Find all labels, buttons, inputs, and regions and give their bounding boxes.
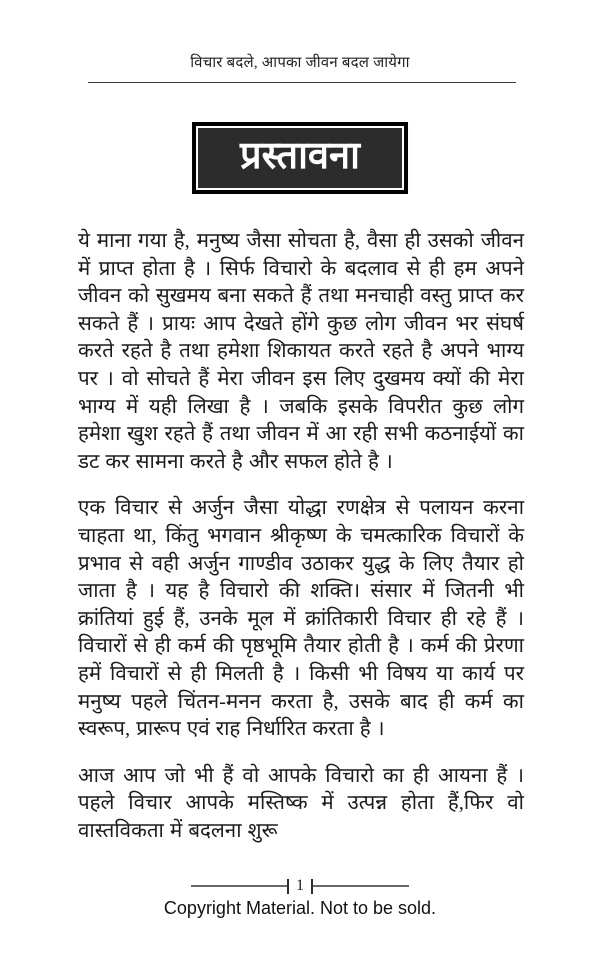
chapter-title-frame [196,126,404,190]
paragraph-2: एक विचार से अर्जुन जैसा योद्धा रणक्षेत्र से पलायन करना चाहता था, किंतु भगवान श्रीकृष्ण के चमत्कारिक विचारों के प्रभाव से वही अर्जुन गाण्डीव उठाकर युद्ध के लिए तैयार हो जाता है । यह है विचारो की शक्ति। संसार में जितनी भी क्रांतियां हुई हैं, उनके मूल में क्रांतिकारी विचार ही रहे हैं । विचारों से ही कर्म की पृष्ठभूमि तैयार होती है । कर्म की प्रेरणा हमें विचारों से ही मिलती है । किसी भी विषय या कार्य पर मनुष्य पहले चिंतन-मनन करता है, उसके बाद ही कर्म का स्वरूप, प्रारूप एवं राह निर्धारित करता है । [78,497,524,741]
page-number-right-rule [313,885,409,887]
running-header: विचार बदले, आपका जीवन बदल जायेगा [190,55,410,71]
page-number-ornament [0,878,600,894]
page-number-left-rule [191,885,287,887]
body-text [78,228,524,864]
paragraph-1: ये माना गया है, मनुष्य जैसा सोचता है, वैसा ही उसको जीवन में प्राप्त होता है । सिर्फ विचारो के बदलाव से ही हम अपने जीवन को सुखमय बना सकते हैं तथा मनचाही वस्तु प्राप्त कर सकते हैं । प्रायः आप देखते होंगे कुछ लोग जीवन भर संघर्ष करते रहते है तथा हमेशा शिकायत करते रहते है अपने भाग्य पर । वो सोचते हैं मेरा जीवन इस लिए दुखमय क्यों की मेरा भाग्य में यही लिखा है । जबकि इसके विपरीत कुछ लोग हमेशा खुश रहते हैं तथा जीवन में आ रही सभी कठनाईयों का डट कर सामना करते है और सफल होते है । [78,230,524,473]
paragraph-3: आज आप जो भी हैं वो आपके विचारो का ही आयना हैं । पहले विचार आपके मस्तिष्क में उत्पन्न होता हैं,फिर वो वास्तविकता में बदलना शुरू [78,764,524,842]
chapter-title: प्रस्तावना [240,135,360,177]
copyright-notice: Copyright Material. Not to be sold. [163,898,437,918]
chapter-title-box [192,122,408,194]
header-rule-divider [88,82,516,83]
page-number: 1 [296,877,304,894]
